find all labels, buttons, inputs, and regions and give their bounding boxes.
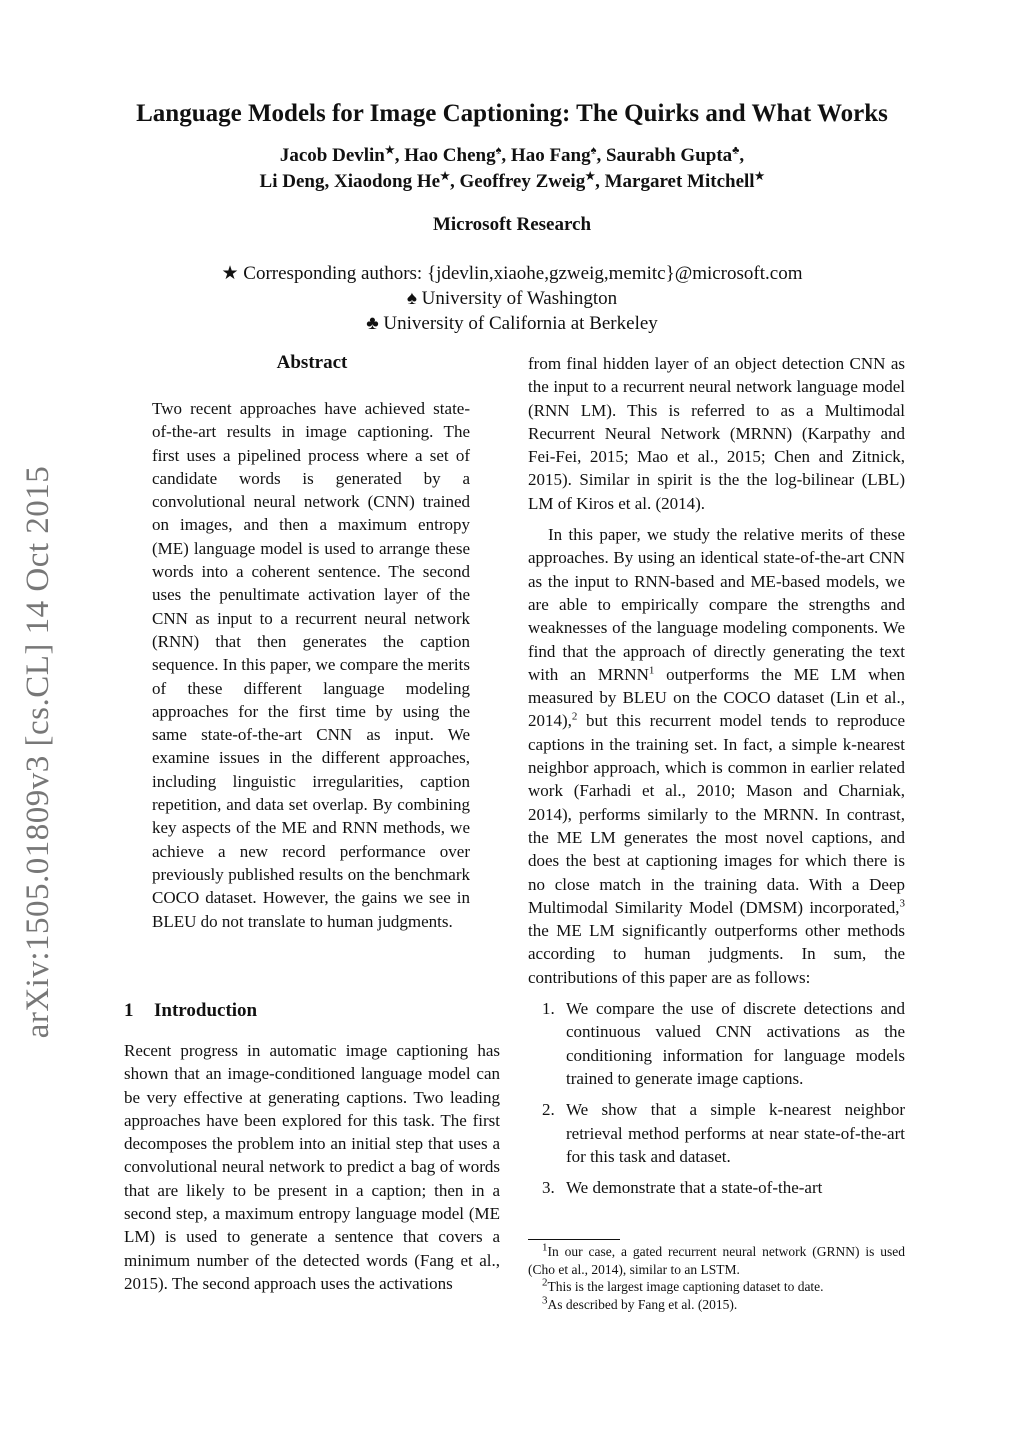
author-mark: ♠ [495, 144, 502, 157]
footnote-mark: 3 [542, 1294, 548, 1306]
right-column [528, 352, 905, 1207]
footnotes [528, 1243, 905, 1313]
footnote-ref-1: 1 [648, 664, 655, 677]
section-heading-introduction [124, 1000, 257, 1022]
corresponding-authors: ★ Corresponding authors: {jdevlin,xiaohe,gzweig,memitc}@microsoft.com [221, 263, 803, 284]
paper-title: Language Models for Image Captioning: The Quirks and What Works [136, 100, 888, 127]
author: Jacob Devlin [279, 145, 385, 166]
list-number: 3. [542, 1178, 555, 1198]
abstract-heading: Abstract [276, 352, 348, 373]
abstract-body [152, 397, 470, 933]
arxiv-identifier: arXiv:1505.01809v3 [cs.CL] 14 Oct 2015 [20, 465, 56, 1039]
list-text: We compare the use of discrete detections and continuous valued CNN activations as the conditioning information for language models trained to generate image captions. [566, 999, 905, 1088]
corresponding-info [0, 261, 1024, 336]
author: Li Deng [259, 171, 325, 192]
section-number: 1 [124, 1000, 134, 1021]
paragraph-text: In this paper, we study the relative merits of these approaches. By using an identical state-of-the-art CNN as the input to RNN-based and ME-based models, we are able to empirically compare the strengths and weaknesses of the language modeling components. We find that the approach of directly generating the text with an MRNN [528, 525, 905, 684]
author-list [0, 143, 1024, 195]
footnote [528, 1278, 905, 1296]
footnote-text: In our case, a gated recurrent neural network (GRNN) is used (Cho et al., 2014), similar to an LSTM. [528, 1244, 905, 1277]
author-mark: ★ [384, 144, 395, 157]
footnote [528, 1243, 905, 1278]
intro-paragraph-1-continued: from final hidden layer of an object detection CNN as the input to a recurrent neural network language model (RNN LM). This is referred to as a Multimodal Recurrent Neural Network (MRNN) (Karpathy and Fei-Fei, 2015; Mao et al., 2015; Chen and Zitnick, 2015). Similar in spirit is the the log-bilinear (LBL) LM of Kiros et al. (2014). [528, 354, 905, 513]
footnote-ref-2: 2 [571, 710, 578, 723]
author: Geoffrey Zweig [459, 171, 586, 192]
list-item [528, 1098, 905, 1168]
author-mark: ♣ [732, 144, 740, 157]
list-number: 2. [542, 1100, 555, 1120]
affiliation: Microsoft Research [432, 214, 592, 235]
section-title: Introduction [154, 1000, 258, 1021]
affiliation-washington: ♠ University of Washington [406, 288, 618, 309]
author-mark: ★ [754, 170, 765, 183]
paragraph-text: but this recurrent model tends to reproduce captions in the training set. In fact, a simple k-nearest neighbor approach, which is common in earlier related work (Farhadi et al., 2010; Mason and Charniak, 2014), performs similarly to the MRNN. In contrast, the ME LM generates the most novel captions, and does the best at captioning images for which there is no close match in the training data. With a Deep Multimodal Similarity Model (DMSM) incorporated, [528, 711, 905, 917]
list-number: 1. [542, 999, 555, 1019]
list-text: We show that a simple k-nearest neighbor retrieval method performs at near state-of-the-art for this task and dataset. [566, 1100, 905, 1166]
intro-paragraph-1: Recent progress in automatic image captioning has shown that an image-conditioned language model can be very effective at generating captions. Two leading approaches have been explored for this task. The first decomposes the problem into an initial step that uses a convolutional neural network to predict a bag of words that are likely to be present in a caption; then in a second step, a maximum entropy language model (ME LM) is used to generate a sentence that covers a minimum number of the detected words (Fang et al., 2015). The second approach uses the activations [124, 1041, 500, 1293]
list-item [528, 997, 905, 1090]
affiliation-berkeley: ♣ University of California at Berkeley [366, 313, 658, 334]
list-text: We demonstrate that a state-of-the-art [566, 1178, 823, 1198]
intro-paragraph-2 [528, 523, 905, 989]
author-line-1: Jacob Devlin★, Hao Cheng♠, Hao Fang♠, Saurabh Gupta♣, [279, 144, 745, 166]
author: Hao Fang [510, 145, 591, 166]
author: Xiaodong He [333, 171, 441, 192]
author-mark: ★ [440, 170, 450, 183]
abstract-text: Two recent approaches have achieved state-of-the-art results in image captioning. The first uses a pipelined process where a set of candidate words is generated by a convolutional neural network (CNN) trained on images, and then a maximum entropy (ME) language model is used to arrange these words into a coherent sentence. The second uses the penultimate activation layer of the CNN as input to a recurrent neural network (RNN) that then generates the caption sequence. In this paper, we compare the merits of these different language modeling approaches for the first time by using the same state-of-the-art CNN as input. We examine issues in the different approaches, including linguistic irregularities, caption repetition, and data set overlap. By combining key aspects of the ME and RNN methods, we achieve a new record performance over previously published results on the benchmark COCO dataset. However, the gains we see in BLEU do not translate to human judgments. [152, 399, 470, 931]
author-mark: ♠ [590, 144, 597, 157]
list-item [528, 1176, 905, 1199]
footnote-rule [528, 1239, 620, 1240]
intro-left-column [124, 1039, 500, 1295]
footnote-mark: 1 [542, 1241, 548, 1254]
author-line-2: Li Deng, Xiaodong He★, Geoffrey Zweig★, Margaret Mitchell★ [259, 170, 765, 192]
contributions-list [528, 997, 905, 1199]
author: Hao Cheng [404, 145, 496, 166]
paragraph-text: outperforms the ME LM when measured by BLEU on the COCO dataset (Lin et al., 2014), [528, 664, 905, 731]
author: Saurabh Gupta [605, 145, 733, 166]
paragraph-text: the ME LM significantly outperforms other methods according to human judgments. In sum, the contributions of this paper are as follows: [528, 921, 905, 987]
footnote-ref-3: 3 [899, 897, 905, 910]
footnote-mark: 2 [542, 1276, 548, 1289]
footnote-text: This is the largest image captioning dataset to date. [547, 1279, 824, 1294]
footnote-text: As described by Fang et al. (2015). [547, 1296, 738, 1312]
author-mark: ★ [585, 170, 596, 183]
footnote [528, 1296, 905, 1314]
author: Margaret Mitchell [604, 171, 755, 192]
